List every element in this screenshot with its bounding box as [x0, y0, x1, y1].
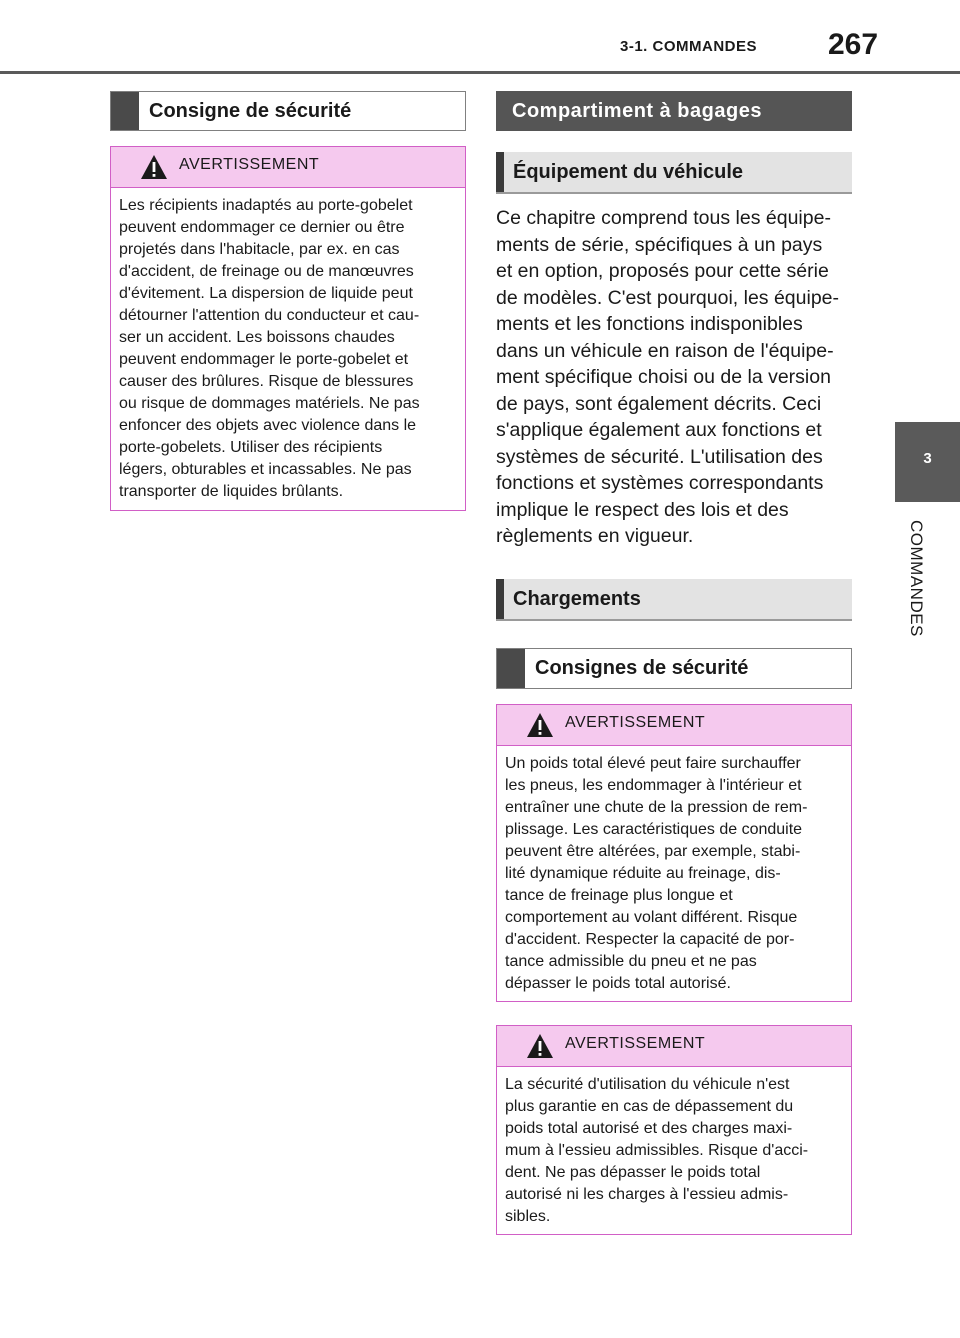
warning-line: d'évitement. La dispersion de liquide peut: [119, 285, 413, 302]
heading-bar: [496, 579, 504, 619]
warning-line: ser un accident. Les boissons chaudes: [119, 329, 395, 346]
paragraph-line: règlements en vigueur.: [496, 525, 694, 547]
paragraph-line: systèmes de sécurité. L'utilisation des: [496, 445, 823, 468]
paragraph-line: ment spécifique choisi ou de la version: [496, 366, 831, 388]
warning-line: enfoncer des objets avec violence dans le: [119, 417, 417, 434]
warning-header: [497, 705, 851, 746]
warning-triangle-icon: [525, 711, 555, 739]
warning-line: poids total autorisé et des charges maxi-: [505, 1120, 793, 1137]
heading-bar: [496, 152, 504, 192]
warning-body: [111, 188, 465, 511]
chapter-tab: [895, 422, 960, 502]
heading-consignes-securite: [496, 648, 852, 689]
warning-line: ou risque de dommages matériels. Ne pas: [119, 395, 420, 412]
heading-bar: [111, 92, 139, 130]
warning-line: d'accident, de freinage ou de manœuvres: [119, 263, 414, 280]
heading-bar: [497, 649, 525, 688]
warning-line: porte-gobelets. Utiliser des récipients: [119, 439, 383, 456]
warning-line: sibles.: [505, 1208, 551, 1225]
heading-text: Consignes de sécurité: [535, 657, 749, 679]
paragraph-line: s'applique également aux fonctions et: [496, 419, 822, 441]
chapter-label: COMMANDES: [907, 520, 926, 637]
warning-line: mum à l'essieu admissibles. Risque d'acci-: [505, 1142, 809, 1159]
warning-header: [497, 1026, 851, 1067]
warning-line: Les récipients inadaptés au porte-gobelet: [119, 197, 413, 214]
warning-line: dépasser le poids total autorisé.: [505, 975, 731, 992]
warning-line: peuvent être altérées, par exemple, stabi-: [505, 843, 801, 860]
chapter-number: 3: [923, 450, 932, 467]
heading-text: Compartiment à bagages: [512, 99, 762, 122]
warning-line: peuvent endommager ce dernier ou être: [119, 219, 405, 236]
warning-line: plus garantie en cas de dépassement du: [505, 1098, 794, 1115]
section-title: 3-1. COMMANDES: [620, 38, 758, 55]
warning-line: les pneus, les endommager à l'intérieur et: [505, 777, 802, 794]
paragraph-line: dans un véhicule en raison de l'équipe-: [496, 339, 834, 362]
warning-box-cupholder: [110, 146, 466, 511]
warning-line: légers, obturables et incassables. Ne pas: [119, 461, 412, 478]
header-rule: [0, 71, 960, 74]
warning-line: Un poids total élevé peut faire surchauffer: [505, 755, 801, 772]
warning-line: dent. Ne pas dépasser le poids total: [505, 1164, 761, 1181]
paragraph-line: et en option, proposés pour cette série: [496, 260, 829, 282]
warning-line: peuvent endommager le porte-gobelet et: [119, 351, 409, 368]
heading-compartiment-bagages: [496, 91, 852, 131]
paragraph-line: implique le respect des lois et des: [496, 498, 789, 521]
page-number: 267: [828, 28, 879, 61]
paragraph-line: ments de série, spécifiques à un pays: [496, 233, 823, 256]
equipment-paragraph: [496, 205, 852, 550]
warning-triangle-icon: [139, 153, 169, 181]
warning-body: [497, 746, 851, 1003]
warning-box-axle-load: [496, 1025, 852, 1235]
warning-box-weight: [496, 704, 852, 1002]
paragraph-line: de pays, sont également décrits. Ceci: [496, 392, 822, 415]
warning-line: lité dynamique réduite au freinage, dis-: [505, 865, 781, 882]
heading-consigne-securite: [110, 91, 466, 131]
heading-text: Équipement du véhicule: [513, 160, 744, 183]
warning-line: projetés dans l'habitacle, par ex. en cas: [119, 241, 400, 258]
warning-line: détourner l'attention du conducteur et cau-: [119, 307, 420, 324]
warning-line: transporter de liquides brûlants.: [119, 483, 344, 500]
warning-line: plissage. Les caractéristiques de conduite: [505, 821, 803, 838]
warning-line: entraîner une chute de la pression de rem-: [505, 799, 808, 816]
warning-line: d'accident. Respecter la capacité de por-: [505, 931, 795, 948]
warning-line: tance admissible du pneu et ne pas: [505, 953, 757, 970]
heading-text: Chargements: [513, 587, 641, 610]
heading-text: Consigne de sécurité: [149, 99, 352, 122]
warning-line: comportement au volant différent. Risque: [505, 909, 798, 926]
paragraph-line: ments et les fonctions indisponibles: [496, 313, 803, 335]
warning-triangle-icon: [525, 1032, 555, 1060]
warning-title: AVERTISSEMENT: [179, 156, 320, 173]
warning-body: [497, 1067, 851, 1236]
heading-equipement-vehicule: [496, 152, 852, 194]
warning-header: [111, 147, 465, 188]
warning-line: causer des brûlures. Risque de blessures: [119, 373, 414, 390]
warning-title: AVERTISSEMENT: [565, 714, 706, 731]
warning-title: AVERTISSEMENT: [565, 1035, 706, 1052]
paragraph-line: fonctions et systèmes correspondants: [496, 472, 824, 494]
warning-line: tance de freinage plus longue et: [505, 887, 733, 904]
warning-line: autorisé ni les charges à l'essieu admis-: [505, 1186, 789, 1203]
paragraph-line: Ce chapitre comprend tous les équipe-: [496, 207, 831, 229]
heading-chargements: [496, 579, 852, 621]
warning-line: La sécurité d'utilisation du véhicule n'est: [505, 1076, 790, 1093]
paragraph-line: de modèles. C'est pourquoi, les équipe-: [496, 286, 840, 309]
